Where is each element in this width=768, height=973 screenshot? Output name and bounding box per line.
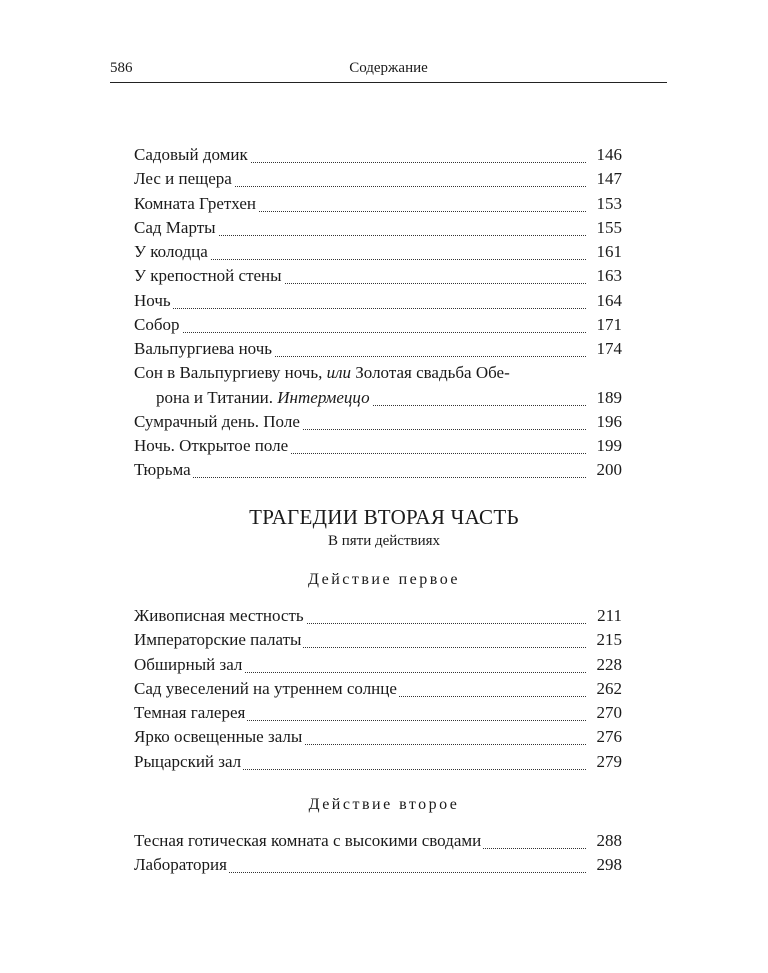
toc-entry-title: Сумрачный день. Поле	[134, 410, 302, 434]
toc-entry-page: 171	[596, 314, 622, 334]
act-heading-1: Действие первое	[308, 571, 460, 588]
toc-entry[interactable]	[134, 853, 622, 877]
toc-entry-title: Темная галерея	[134, 701, 247, 725]
running-title: Содержание	[349, 60, 428, 76]
title-italic: или	[326, 363, 352, 383]
page-number: 586	[110, 60, 133, 76]
toc-entry-title: Лаборатория	[134, 853, 229, 877]
toc-entry-page: 211	[597, 606, 622, 625]
toc-entry-title: Тесная готическая комната с высокими сводами	[134, 829, 483, 853]
toc-entry-title: Императорские палаты	[134, 628, 303, 652]
toc-entry-page: 200	[596, 460, 622, 480]
dot-leader	[134, 308, 586, 333]
toc-entry-page: 215	[596, 630, 622, 650]
toc-entry-page: 161	[596, 242, 622, 261]
toc-entry-page: 298	[596, 855, 622, 875]
header-rule	[110, 82, 667, 83]
toc-entry-page: 147	[596, 169, 622, 189]
toc-entry-page: 196	[596, 411, 622, 431]
toc-entry-page: 270	[596, 703, 622, 722]
toc-entry-title: Тюрьма	[134, 458, 193, 482]
toc-entry-title: Живописная местность	[134, 604, 306, 628]
toc-entry[interactable]	[134, 458, 622, 482]
toc-entry-title: Обширный зал	[134, 653, 244, 677]
toc-entry-title: Ночь	[134, 289, 173, 313]
toc-block-1	[134, 143, 622, 483]
toc-entry-page: 155	[596, 217, 622, 237]
toc-entry-title: Садовый домик	[134, 143, 250, 167]
toc-block-act1	[134, 604, 622, 774]
act-heading-2: Действие второе	[308, 796, 460, 813]
toc-entry-page: 174	[596, 339, 622, 358]
toc-entry-title: Ярко освещенные залы	[134, 725, 304, 749]
toc-entry-two-line[interactable]	[134, 361, 622, 410]
page-header	[110, 60, 667, 82]
toc-entry-page: 279	[596, 751, 622, 771]
part-title: ТРАГЕДИИ ВТОРАЯ ЧАСТЬ	[249, 505, 519, 529]
toc-entry-title: Вальпургиева ночь	[134, 337, 274, 361]
toc-block-act2	[134, 829, 622, 878]
title-part: Сон в Вальпургиеву ночь,	[134, 363, 327, 383]
toc-entry[interactable]	[134, 750, 622, 774]
title-italic: Интермеццо	[277, 387, 370, 407]
toc-entry-page: 199	[596, 436, 622, 455]
toc-entry-title: Рыцарский зал	[134, 750, 243, 774]
toc-entry-page: 288	[596, 831, 622, 850]
toc-entry-page: 164	[596, 290, 622, 310]
toc-entry-page: 262	[596, 678, 622, 698]
toc-entry-page: 163	[596, 266, 622, 286]
toc-entry-title: Собор	[134, 313, 182, 337]
toc-entry-title: У крепостной стены	[134, 264, 284, 288]
title-part: рона и Титании.	[156, 387, 278, 407]
dot-leader	[134, 284, 586, 309]
toc-entry-title: Лес и пещера	[134, 167, 234, 191]
toc-entry-page: 189	[596, 387, 622, 407]
toc-entry-page: 146	[596, 145, 622, 164]
title-part: Золотая свадьба Обе-	[351, 363, 510, 383]
toc-entry-page: 228	[596, 654, 622, 674]
toc-entry-title: У колодца	[134, 240, 210, 264]
toc-entry-title: Комната Гретхен	[134, 192, 258, 216]
toc-entry[interactable]	[134, 337, 622, 361]
toc-entry-page: 153	[596, 193, 622, 213]
part-subtitle: В пяти действиях	[327, 533, 441, 549]
dot-leader	[134, 453, 586, 478]
toc-entry-title: Сад увеселений на утреннем солнце	[134, 677, 399, 701]
toc-entry-title: Ночь. Открытое поле	[134, 434, 290, 458]
toc-entry-page: 276	[596, 727, 622, 747]
toc-entry-title: Сад Марты	[134, 216, 218, 240]
